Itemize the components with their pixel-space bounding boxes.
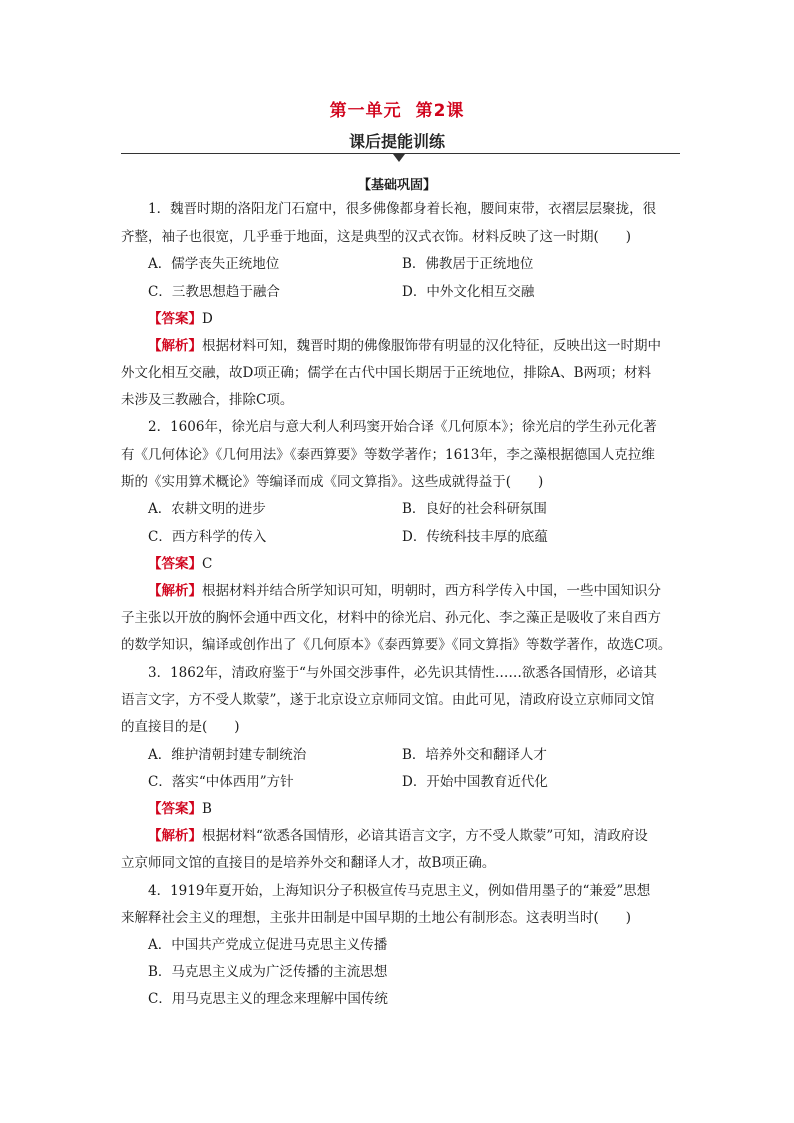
unit-lesson-title <box>0 96 794 121</box>
q3-answer <box>148 800 212 818</box>
q2-stem-line-1: 2．1606年，徐光启与意大利人利玛窦开始合译《几何原本》；徐光启的学生孙元化著 <box>148 419 657 435</box>
q1-option-a: A．儒学丧失正统地位 <box>148 256 280 272</box>
q3-stem-line-3: 的直接目的是( ) <box>121 719 240 735</box>
section-heading: 【基础巩固】 <box>357 178 436 193</box>
q2-analysis-line-1 <box>148 582 661 600</box>
q2-stem-line-3: 斯的《实用算术概论》等编译而成《同文算指》。这些成就得益于( ) <box>121 474 544 490</box>
answer-tag: 【答案】 <box>148 556 202 572</box>
q2-analysis-text-1: 根据材料并结合所学知识可知，明朝时，西方科学传入中国，一些中国知识分 <box>202 583 661 599</box>
q3-option-a: A．维护清朝封建专制统治 <box>148 747 307 763</box>
q2-stem-line-2: 有《几何体论》《几何用法》《泰西算要》等数学著作；1613年，李之藻根据德国人克拉维 <box>121 447 655 463</box>
q1-answer-value: D <box>202 311 213 327</box>
q1-analysis-line-1 <box>148 337 661 355</box>
q2-analysis-line-2: 子主张以开放的胸怀会通中西文化，材料中的徐光启、孙元化、李之藻正是吸收了来自西方 <box>121 610 661 626</box>
q2-option-c: C．西方科学的传入 <box>148 529 267 545</box>
q3-stem-line-1: 3．1862年，清政府鉴于“与外国交涉事件，必先识其情性……欲悉各国情形，必谙其 <box>148 665 657 681</box>
q4-stem-line-2: 来解释社会主义的理想，主张井田制是中国早期的土地公有制形态。这表明当时( ) <box>121 910 632 926</box>
answer-tag: 【答案】 <box>148 801 202 817</box>
q1-analysis-line-3: 未涉及三教融合，排除C项。 <box>121 392 294 408</box>
q1-analysis-line-2: 外文化相互交融，故D项正确；儒学在古代中国长期居于正统地位，排除A、B两项；材料 <box>121 365 651 381</box>
q1-answer <box>148 310 213 328</box>
q4-option-a: A．中国共产党成立促进马克思主义传播 <box>148 937 388 953</box>
q4-option-c: C．用马克思主义的理念来理解中国传统 <box>148 991 388 1007</box>
q2-answer-value: C <box>202 556 213 572</box>
q3-stem-line-2: 语言文字，方不受人欺蒙”，遂于北京设立京师同文馆。由此可见，清政府设立京师同文馆 <box>121 692 655 708</box>
triangle-marker-icon <box>393 154 405 162</box>
analysis-tag: 【解析】 <box>148 338 202 354</box>
q2-analysis-line-3: 的数学知识，编译或创作出了《几何原本》《泰西算要》《同文算指》等数学著作，故选C项。 <box>121 637 672 653</box>
q2-option-d: D．传统科技丰厚的底蕴 <box>402 529 548 545</box>
analysis-tag: 【解析】 <box>148 583 202 599</box>
unit-label: 第一单元 <box>329 101 402 121</box>
q4-stem-line-1: 4．1919年夏开始，上海知识分子积极宣传马克思主义，例如借用墨子的“兼爱”思想 <box>148 883 651 899</box>
q3-analysis-line-2: 立京师同文馆的直接目的是培养外交和翻译人才，故B项正确。 <box>121 855 496 871</box>
q4-option-b: B．马克思主义成为广泛传播的主流思想 <box>148 964 388 980</box>
q2-answer <box>148 555 212 573</box>
q3-analysis-line-1 <box>148 827 648 845</box>
q3-answer-value: B <box>202 801 212 817</box>
q1-option-d: D．中外文化相互交融 <box>402 284 535 300</box>
q2-option-a: A．农耕文明的进步 <box>148 501 266 517</box>
answer-tag: 【答案】 <box>148 311 202 327</box>
q3-option-c: C．落实“中体西用”方针 <box>148 774 294 790</box>
page-subtitle: 课后提能训练 <box>348 132 445 151</box>
q1-option-c: C．三教思想趋于融合 <box>148 284 280 300</box>
q1-option-b: B．佛教居于正统地位 <box>402 256 534 272</box>
analysis-tag: 【解析】 <box>148 828 202 844</box>
lesson-label: 第2课 <box>415 101 465 121</box>
q1-stem-line-2: 齐整，袖子也很宽，几乎垂于地面，这是典型的汉式衣饰。材料反映了这一时期( ) <box>121 229 632 245</box>
q3-analysis-text-1: 根据材料“欲悉各国情形，必谙其语言文字，方不受人欺蒙”可知，清政府设 <box>202 828 648 844</box>
q3-option-b: B．培养外交和翻译人才 <box>402 747 547 763</box>
q3-option-d: D．开始中国教育近代化 <box>402 774 548 790</box>
q2-option-b: B．良好的社会科研氛围 <box>402 501 547 517</box>
q1-stem-line-1: 1．魏晋时期的洛阳龙门石窟中，很多佛像都身着长袍，腰间束带，衣褶层层聚拢，很 <box>148 201 657 217</box>
q1-analysis-text-1: 根据材料可知，魏晋时期的佛像服饰带有明显的汉化特征，反映出这一时期中 <box>202 338 661 354</box>
